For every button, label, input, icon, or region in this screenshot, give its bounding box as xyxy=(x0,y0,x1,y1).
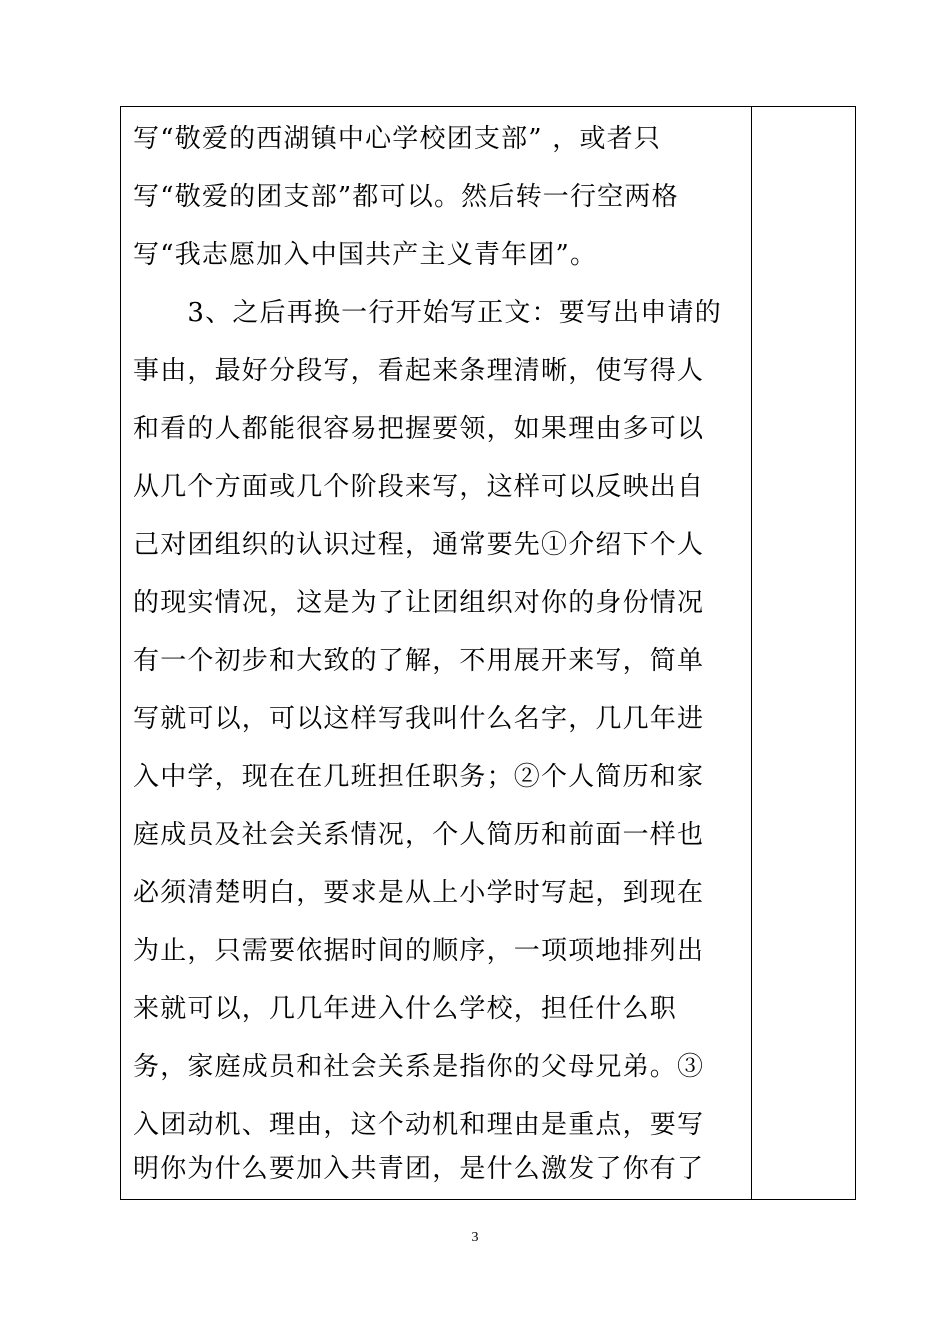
text-line: 写“敬爱的团支部”都可以。然后转一行空两格 xyxy=(133,182,679,212)
text-line: 3、之后再换一行开始写正文：要写出申请的 xyxy=(133,298,722,328)
text-line: 和看的人都能很容易把握要领，如果理由多可以 xyxy=(133,414,705,444)
text-line: 入团动机、理由，这个动机和理由是重点，要写 xyxy=(133,1110,705,1140)
text-line: 为止，只需要依据时间的顺序，一项项地排列出 xyxy=(133,936,705,966)
page-number: 3 xyxy=(471,1230,479,1245)
text-line: 己对团组织的认识过程，通常要先①介绍下个人 xyxy=(133,530,705,560)
text-line: 从几个方面或几个阶段来写，这样可以反映出自 xyxy=(133,472,705,502)
text-line: 写就可以，可以这样写我叫什么名字，几几年进 xyxy=(133,704,705,734)
text-line: 明你为什么要加入共青团，是什么激发了你有了 xyxy=(133,1154,705,1184)
side-empty-cell xyxy=(752,107,856,1199)
text-line: 必须清楚明白，要求是从上小学时写起，到现在 xyxy=(133,878,705,908)
text-line: 入中学，现在在几班担任职务；②个人简历和家 xyxy=(133,762,705,792)
text-line: 有一个初步和大致的了解，不用展开来写，简单 xyxy=(133,646,705,676)
text-line: 务，家庭成员和社会关系是指你的父母兄弟。③ xyxy=(133,1052,705,1082)
text-line: 庭成员及社会关系情况，个人简历和前面一样也 xyxy=(133,820,705,850)
text-line: 写“我志愿加入中国共产主义青年团”。 xyxy=(133,240,598,270)
text-line: 的现实情况，这是为了让团组织对你的身份情况 xyxy=(133,588,705,618)
main-text-cell xyxy=(133,107,745,1199)
text-line: 写“敬爱的西湖镇中心学校团支部” ，或者只 xyxy=(133,124,662,154)
text-line: 来就可以，几几年进入什么学校，担任什么职 xyxy=(133,994,678,1024)
text-line: 事由，最好分段写，看起来条理清晰，使写得人 xyxy=(133,356,705,386)
content-table xyxy=(120,106,856,1200)
